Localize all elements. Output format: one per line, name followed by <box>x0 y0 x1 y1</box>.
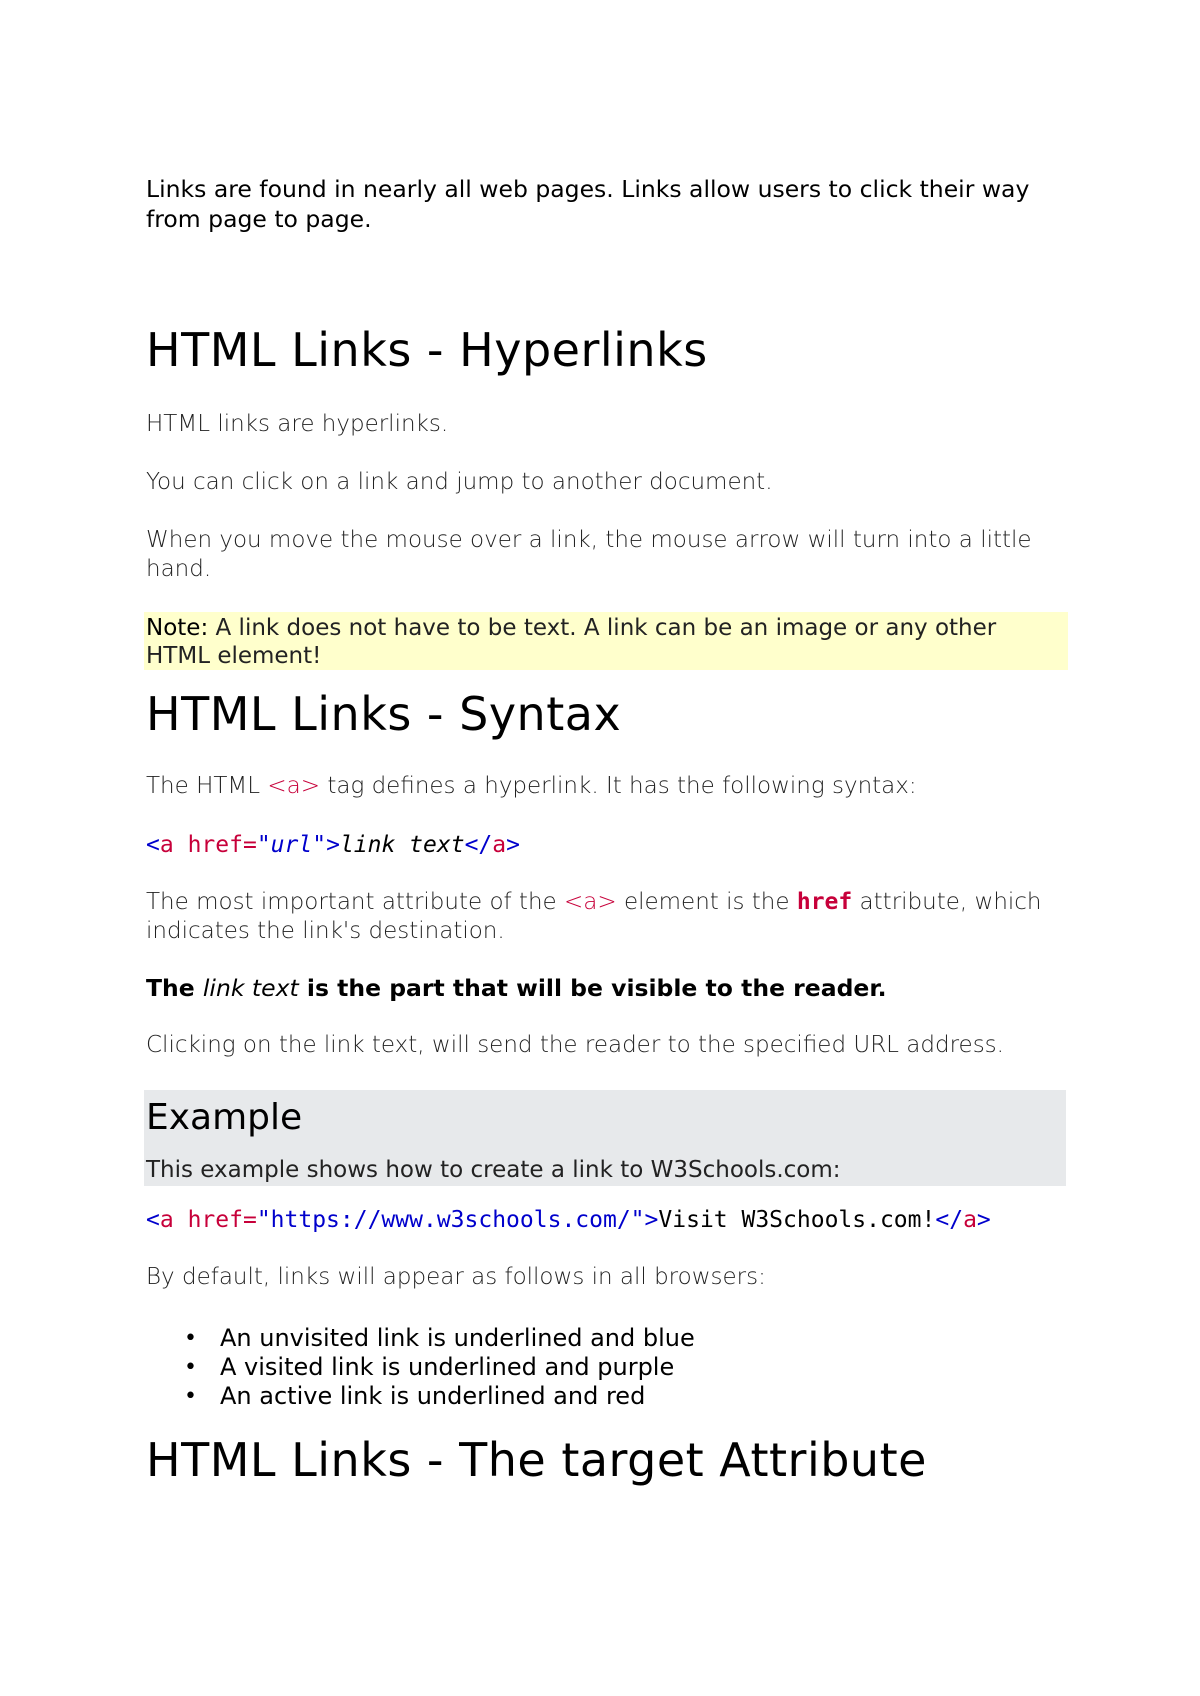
list-item <box>146 1382 1066 1411</box>
syntax-p1-text-before: The HTML <box>146 773 268 799</box>
example-description: This example shows how to create a link to W3Schools.com: <box>146 1157 841 1183</box>
defaults-paragraph: By default, links will appear as follows in all browsers: <box>146 1264 766 1290</box>
syntax-p2-text-mid: element is the <box>616 889 797 915</box>
syntax-paragraph-2 <box>146 888 1066 946</box>
code-tag: a <box>159 832 174 858</box>
list-item <box>146 1324 1066 1353</box>
hyperlinks-paragraph-3: When you move the mouse over a link, the mouse arrow will turn into a little hand. <box>146 527 1032 582</box>
code-close-lt: </ <box>464 832 493 858</box>
syntax-p2-text-before: The most important attribute of the <box>146 889 564 915</box>
syntax-p2-attr: href <box>796 889 853 915</box>
syntax-p3-italic: link text <box>202 974 299 1002</box>
example-code-value: "https://www.w3schools.com/" <box>256 1207 645 1233</box>
example-code-close-lt: </ <box>935 1207 964 1233</box>
example-code-tag: a <box>159 1207 174 1233</box>
example-code-gt: > <box>644 1207 659 1233</box>
list-item <box>146 1353 1066 1382</box>
syntax-p1-text-after: tag defines a hyperlink. It has the following syntax: <box>320 773 917 799</box>
syntax-p2-tag: <a> <box>564 889 617 915</box>
heading-target-attribute: HTML Links - The target Attribute <box>146 1433 927 1487</box>
code-lt: < <box>146 832 160 858</box>
bullet-icon: • <box>184 1384 197 1409</box>
code-close-gt: > <box>506 832 520 858</box>
heading-syntax: HTML Links - Syntax <box>146 687 622 741</box>
intro-paragraph: Links are found in nearly all web pages. Links allow users to click their way from page to page. <box>146 175 1030 233</box>
code-url: url <box>270 832 313 858</box>
example-code-attr: href= <box>173 1207 257 1233</box>
note-label: Note: <box>146 615 209 641</box>
defaults-list <box>146 1324 1066 1411</box>
hyperlinks-paragraph-2: You can click on a link and jump to another document. <box>146 469 773 495</box>
list-item-text: An unvisited link is underlined and blue <box>220 1324 695 1352</box>
example-code-text: Visit W3Schools.com! <box>658 1207 936 1233</box>
bullet-icon: • <box>184 1355 197 1380</box>
list-item-text: A visited link is underlined and purple <box>220 1353 675 1381</box>
syntax-paragraph-4: Clicking on the link text, will send the reader to the specified URL address. <box>146 1032 1004 1058</box>
syntax-p1-tag: <a> <box>267 773 321 799</box>
code-quote-close: " <box>312 832 327 858</box>
code-close-tag: a <box>492 832 507 858</box>
example-code-lt: < <box>146 1207 160 1233</box>
code-link-text: link text <box>339 832 465 858</box>
syntax-p2-text-after: attribute, which indicates the link's destination. <box>146 889 1042 944</box>
example-box <box>144 1090 1066 1186</box>
note-paragraph <box>146 612 1066 670</box>
example-title: Example <box>146 1097 303 1138</box>
syntax-p3-text-before: The <box>146 974 203 1002</box>
hyperlinks-paragraph-1: HTML links are hyperlinks. <box>146 411 449 437</box>
note-text: A link does not have to be text. A link can be an image or any other HTML element! <box>146 615 997 669</box>
syntax-code-example <box>146 830 520 860</box>
heading-hyperlinks: HTML Links - Hyperlinks <box>146 323 708 377</box>
syntax-p3-text-after: is the part that will be visible to the reader. <box>298 974 887 1002</box>
bullet-icon: • <box>184 1326 197 1351</box>
syntax-paragraph-3 <box>146 974 1066 1003</box>
example-code <box>146 1205 991 1235</box>
syntax-paragraph-1 <box>146 772 1066 801</box>
code-attr: href= <box>173 832 257 858</box>
example-code-close-gt: > <box>976 1207 991 1233</box>
list-item-text: An active link is underlined and red <box>220 1382 646 1410</box>
note-box <box>144 612 1068 670</box>
code-gt: > <box>326 832 340 858</box>
code-quote-open: " <box>256 832 271 858</box>
example-code-close-tag: a <box>963 1207 977 1233</box>
